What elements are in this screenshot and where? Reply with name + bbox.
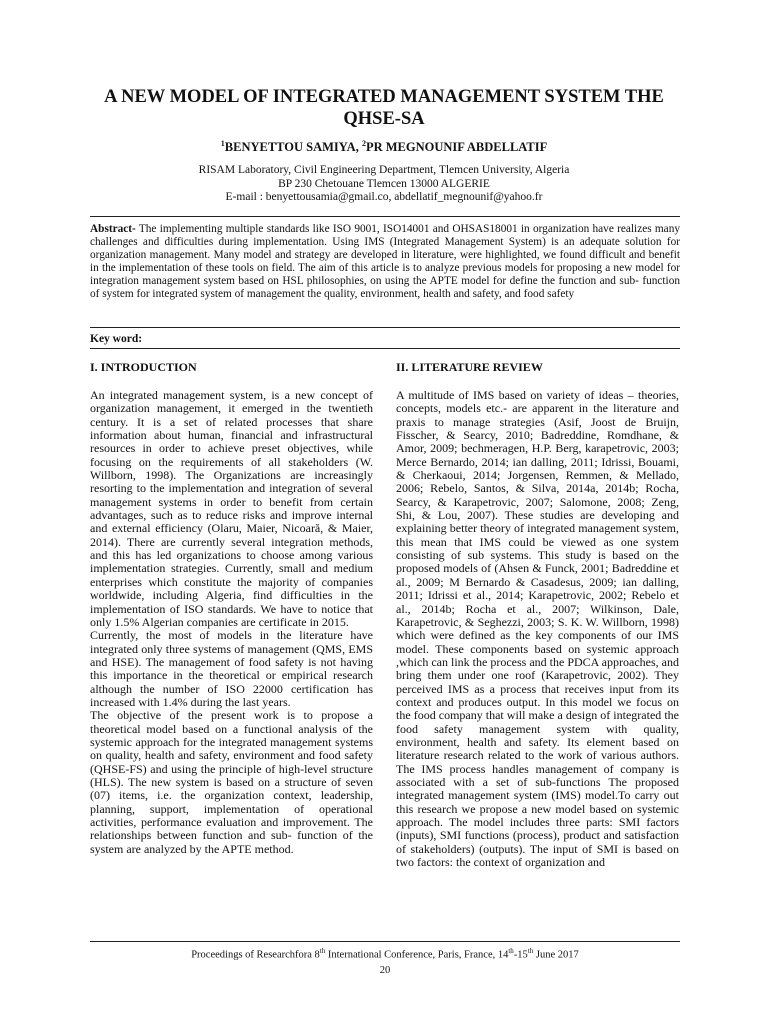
author1-affiliation-mark: 1	[220, 139, 225, 148]
footer-rule	[90, 941, 680, 942]
introduction-column	[90, 359, 373, 856]
footer-text-part: International Conference, Paris, France, 14	[325, 949, 509, 961]
literature-review-paragraph: A multitude of IMS based on variety of ideas – theories, concepts, models etc.- are apparent in the literature and praxis to manage strategies (Asif, Joost de Bruijn, Fisscher, & Searcy, 2010; Badreddine, Romdhane, & Amor, 2009; bechmeragen, H.P. Berg, karapetrovic, 2003; Merce Bernardo, 2014; ian dalling, 2011; Idrissi, Bouami, & Cherkaoui, 2014; Jorgensen, Remmen, & Mellado, 2006; Rebelo, Santos, & Silva, 2014a, 2014b; Rocha, Searcy, & Karapetrovic, 2007; Salomone, 2008; Zeng, Shi, & Lou, 2007). These studies are developing and explaining better theory of integrated management system, this mean that IMS could be viewed as one system consisting of sub systems. This study is based on the proposed models of (Ahsen & Funck, 2001; Badreddine et al., 2009; M Bernardo & Casadesus, 2009; ian dalling, 2011; Idrissi et al., 2014; Karapetrovic, 2002; Rebelo et al., 2014b; Rocha et al., 2007; Wilkinson, Dale, Karapetrovic, & Seghezzi, 2003; S. K. W. Willborn, 1998) which were defined as the key components of our IMS model. These components based on systemic approach ,which can link the process and the PDCA approaches, and bring them under one roof (Karapetrovic, 2002). They perceived IMS as a process that receives input from its context and produces output. In this model we focus on the food company that will make a design of integrated the food safety management system with quality, environment, health and safety. Its element based on literature research related to the work of various authors. The IMS process handles management of company is associated with a set of sub-functions The proposed integrated management system (IMS) model.To carry out this research we propose a new model based on systemic approach. The model includes three parts: SMI factors (inputs), SMI functions (process), product and satisfaction of stakeholders) (outputs). The input of SMI is based on two factors: the context of organization and	[396, 388, 679, 870]
page-number: 20	[379, 965, 391, 976]
affiliation-block	[90, 164, 678, 205]
proceedings-footer	[90, 945, 680, 962]
abstract-top-rule	[90, 216, 680, 217]
keyword-label: Key word:	[90, 333, 143, 345]
footer-ordinal: th	[508, 947, 514, 955]
footer-ordinal: th	[319, 947, 326, 955]
affiliation-lab: RISAM Laboratory, Civil Engineering Department, Tlemcen University, Algeria	[198, 164, 570, 176]
introduction-paragraph-1: An integrated management system, is a new concept of organization management, it emerged in the twentieth century. It is a set of related processes that share information about human, financial and infrastructural resources in order to achieve preset objectives, while focusing on the requirements of all stakeholders (W. Willborn, 1998). The Organizations are increasingly resorting to the implementation and integration of several management systems in order to benefit from certain advantages, such as to reduce risks and improve internal and external efficiency (Olaru, Maier, Nicoară, & Maier, 2014). There are currently several integration methods, and this has led organizations to choose among various implementation strategies. Currently, small and medium enterprises which constitute the majority of companies worldwide, including Algeria, find difficulties in the implementation of ISO standards. We have to notice that only 1.5% Algerian companies are certificate in 2015.	[90, 388, 373, 629]
abstract	[90, 223, 680, 302]
introduction-paragraph-3: The objective of the present work is to propose a theoretical model based on a functional analysis of the systemic approach for the integrated management systems on quality, health and safety, environment and food safety (QHSE-FS) and using the principle of high-level structure (HLS). The new system is based on a structure of seven (07) items, i.e. the organization context, leadership, planning, support, implementation of operational activities, performance evaluation and improvement. The relationships between function and sub- function of the system are analyzed by the APTE method.	[90, 708, 373, 856]
footer-text-part: Proceedings of Researchfora 8	[191, 949, 320, 961]
footer-text-part: June 2017	[533, 949, 579, 961]
abstract-text: The implementing multiple standards like ISO 9001, ISO14001 and OHSAS18001 in organization have realizes many challenges and difficulties during implementation. Using IMS (Integrated Management System) is an adequate solution for organization management. Many model and strategy are developed in literature, were highlighted, we found difficult and benefit in the implementation of these tools on field. The aim of this article is to analyze previous models for proposing a new model for integration management system based on HSL philosophies, on using the APTE model for define the function and sub- function of system for integrated system of management the quality, environment, health and safety, and food safety	[90, 223, 680, 301]
author1-name: BENYETTOU SAMIYA,	[224, 140, 362, 155]
introduction-heading: I. INTRODUCTION	[90, 360, 197, 374]
author2-name: PR MEGNOUNIF ABDELLATIF	[365, 140, 548, 155]
footer-ordinal: th	[527, 947, 534, 955]
keyword-bottom-rule	[90, 348, 680, 349]
author-line	[90, 136, 678, 155]
footer-text-part: -15	[513, 949, 528, 961]
literature-review-heading: II. LITERATURE REVIEW	[396, 360, 543, 374]
author2-affiliation-mark: 2	[361, 139, 366, 148]
literature-review-column	[396, 359, 679, 869]
introduction-paragraph-2: Currently, the most of models in the literature have integrated only three systems of management (QMS, EMS and HSE). The management of food safety is not having this importance in the theoretical or empirical research although the number of ISO 22000 certification has increased with 1.4% during the last years.	[90, 628, 373, 709]
affiliation-address: BP 230 Chetouane Tlemcen 13000 ALGERIE	[278, 177, 490, 190]
affiliation-email: E-mail : benyettousamia@gmail.co, abdellatif_megnounif@yahoo.fr	[225, 191, 543, 203]
abstract-label: Abstract-	[90, 223, 136, 235]
keyword-top-rule	[90, 327, 680, 328]
paper-title: A NEW MODEL OF INTEGRATED MANAGEMENT SYSTEM THE QHSE-SA	[104, 87, 664, 129]
